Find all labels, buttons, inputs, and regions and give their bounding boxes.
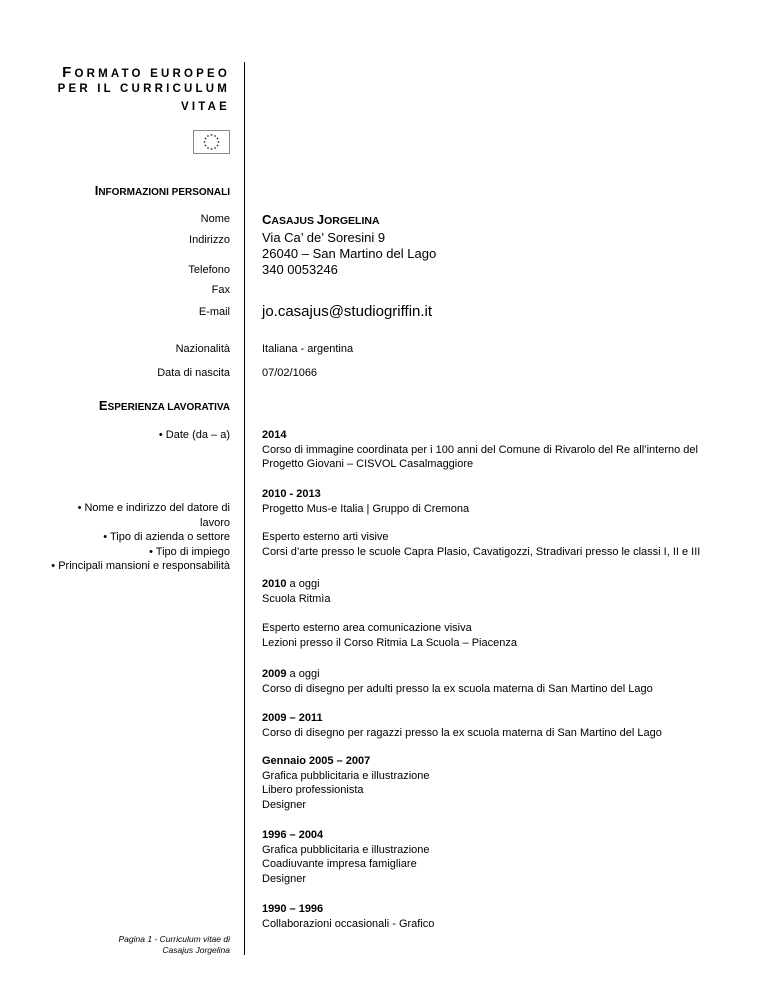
- experience-entry: [262, 711, 662, 740]
- entry-date: Gennaio 2005 – 2007: [262, 755, 371, 767]
- entry-date: 1990 – 1996: [262, 903, 324, 915]
- entry-date: 2009 a oggi: [262, 668, 320, 680]
- entry-line: Lezioni presso il Corso Ritmia La Scuola – Piacenza: [262, 636, 517, 649]
- label-nome: Nome: [200, 213, 230, 225]
- entry-line: Corso di disegno per adulti presso la ex scuola materna di San Martino del Lago: [262, 682, 653, 695]
- entry-line: Grafica pubblicitaria e illustrazione: [262, 843, 430, 856]
- nationality-value: Italiana - argentina: [262, 343, 354, 355]
- label-nazionalita: Nazionalità: [175, 343, 230, 355]
- entry-date: 1996 – 2004: [262, 829, 324, 841]
- experience-labels: [40, 501, 230, 574]
- entry-line: Corso di immagine coordinata per i 100 anni del Comune di Rivarolo del Re all’interno del: [262, 443, 698, 456]
- entry-date: 2014: [262, 429, 287, 441]
- experience-entry: [262, 754, 430, 812]
- column-divider: [244, 62, 245, 955]
- entry-line: Grafica pubblicitaria e illustrazione: [262, 769, 430, 782]
- label-indirizzo: Indirizzo: [189, 234, 230, 246]
- cv-title-line-3: VITAE: [180, 101, 230, 113]
- experience-entry: [262, 487, 469, 516]
- entry-line: Esperto esterno area comunicazione visiva: [262, 622, 472, 634]
- label-employer: • Nome e indirizzo del datore di: [77, 502, 230, 514]
- entry-date: 2010 - 2013: [262, 488, 321, 500]
- entry-date: 2009 – 2011: [262, 712, 323, 724]
- experience-entry: [262, 577, 330, 606]
- personal-info-heading: INFORMAZIONI PERSONALI: [94, 183, 230, 198]
- label-data-nascita: Data di nascita: [157, 367, 230, 379]
- eu-stars-icon: [194, 131, 229, 153]
- phone-value: 340 0053246: [262, 262, 338, 277]
- label-telefono: Telefono: [188, 264, 230, 276]
- experience-entry: [262, 828, 430, 886]
- label-sector: • Tipo di azienda o settore: [103, 531, 230, 543]
- footer-line-2: Casajus Jorgelina: [162, 945, 230, 955]
- entry-line: Esperto esterno arti visive: [262, 531, 389, 543]
- full-name: CASAJUS JORGELINA: [262, 212, 380, 227]
- entry-line: Progetto Mus-e Italia | Gruppo di Cremona: [262, 502, 470, 515]
- label-employer-cont: lavoro: [200, 516, 230, 529]
- entry-line: Collaborazioni occasionali - Grafico: [262, 917, 435, 930]
- label-fax: Fax: [211, 284, 230, 296]
- address-line-1: Via Ca’ de’ Soresini 9: [262, 230, 386, 245]
- entry-line: Libero professionista: [262, 784, 364, 796]
- entry-line: Coadiuvante impresa famigliare: [262, 858, 417, 870]
- entry-date: 2010 a oggi: [262, 578, 320, 590]
- entry-line: Progetto Giovani – CISVOL Casalmaggiore: [262, 458, 474, 470]
- experience-entry-details: [262, 621, 517, 650]
- entry-line: Designer: [262, 798, 307, 811]
- address-line-2: 26040 – San Martino del Lago: [262, 246, 437, 261]
- experience-entry-details: [262, 530, 700, 559]
- entry-line: Corso di disegno per ragazzi presso la ex scuola materna di San Martino del Lago: [262, 726, 662, 739]
- experience-heading: ESPERIENZA LAVORATIVA: [98, 398, 230, 413]
- page-footer: [119, 934, 231, 956]
- entry-line: Scuola Ritmìa: [262, 592, 331, 605]
- experience-entry: [262, 428, 698, 472]
- experience-entry: [262, 902, 434, 931]
- experience-entry: [262, 667, 653, 696]
- entry-line: Designer: [262, 872, 307, 885]
- entry-line: Corsi d’arte presso le scuole Capra Plasio, Cavatigozzi, Stradivari presso le classi I, II e III: [262, 545, 701, 558]
- cv-title-line-1: FORMATO EUROPEO: [62, 64, 230, 81]
- email-value: jo.casajus@studiogriffin.it: [262, 303, 433, 320]
- birth-date-value: 07/02/1066: [262, 367, 318, 379]
- label-date: • Date (da – a): [158, 429, 230, 441]
- label-email: E-mail: [198, 306, 230, 318]
- footer-line-1: Pagina 1 - Curriculum vitae di: [118, 934, 230, 944]
- label-job-type: • Tipo di impiego: [149, 545, 230, 558]
- eu-flag-icon: [193, 130, 230, 154]
- label-duties: • Principali mansioni e responsabilità: [51, 560, 230, 572]
- cv-title-line-2: PER IL CURRICULUM: [57, 83, 230, 95]
